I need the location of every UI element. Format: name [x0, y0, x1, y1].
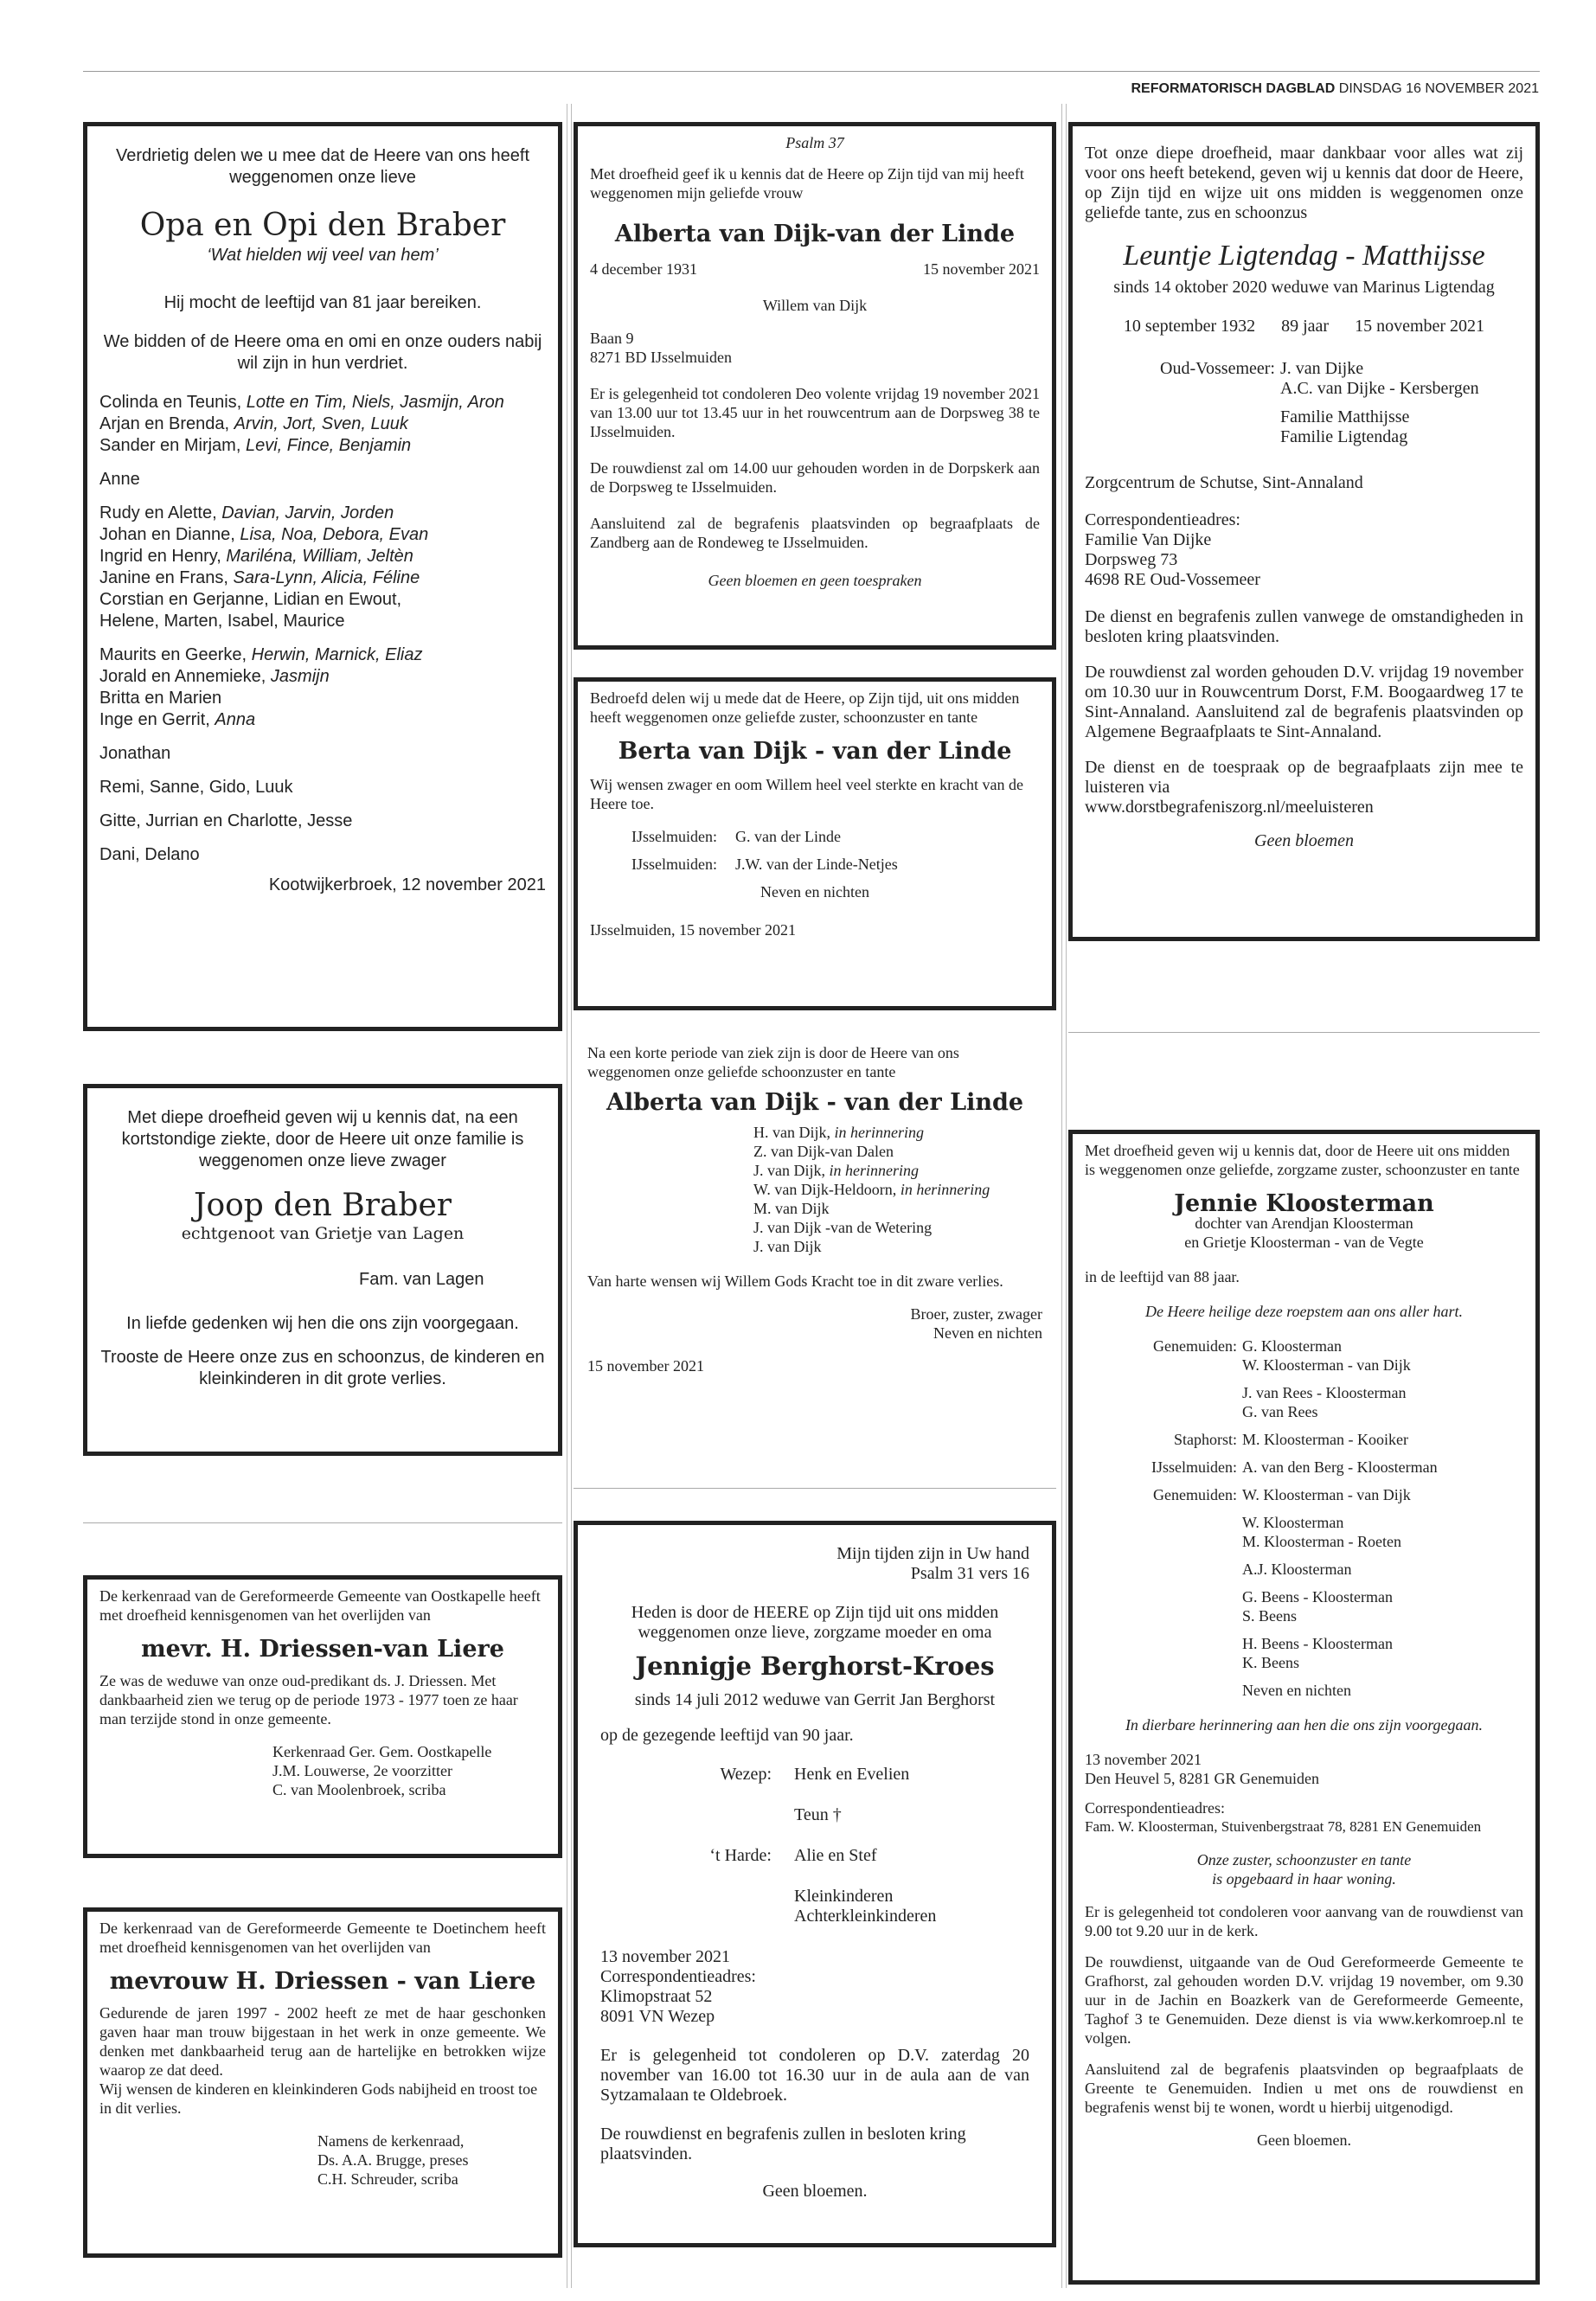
relative: S. Beens: [1242, 1607, 1297, 1625]
relative: G. van Rees: [1242, 1403, 1318, 1420]
family-line: [99, 666, 546, 688]
dates-text: 10 september 1932 89 jaar 15 november 2021: [1123, 317, 1485, 336]
relative-row: [590, 827, 1040, 846]
notice-berta-van-dijk: [574, 677, 1056, 1010]
place-label: Genemuiden:: [1153, 1486, 1237, 1503]
name-segment: Arjan en Brenda,: [99, 414, 234, 433]
family-group: [1085, 1634, 1523, 1672]
family-group: [1085, 1336, 1523, 1375]
family-line: [753, 1199, 1042, 1218]
relatives: [1280, 359, 1479, 447]
sign-line: Ds. A.A. Brugge, preses: [317, 2151, 469, 2169]
intro-text: Na een korte periode van ziek zijn is door de Heere van ons weggenomen onze geliefde schoonzuster en tante: [587, 1044, 959, 1080]
service-text: De rouwdienst, uitgaande van de Oud Gereformeerde Gemeente te Grafhorst, zal gehouden worden D.V. vrijdag 19 november, om 9.30 uur in de Jachin en Boazkerk van de Gereformeerde Gemeente, Taghof 3 te Genemuiden. Deze dienst is via www.kerkomroep.nl te volgen.: [1085, 1953, 1523, 2047]
family-line: [753, 1142, 1042, 1161]
family-group: [1085, 1560, 1523, 1579]
family-names: [1242, 1458, 1438, 1477]
name-segment: Dani, Delano: [99, 845, 200, 864]
sign-line: C.H. Schreuder, scriba: [317, 2170, 458, 2188]
name-segment: Herwin, Marnick, Eliaz: [251, 645, 423, 664]
notice-driessen-oostkapelle: [83, 1575, 562, 1858]
relatives-row: [1085, 359, 1523, 447]
relative: J. van Rees - Kloosterman: [1242, 1384, 1407, 1401]
section-rule: [574, 1488, 1056, 1489]
address-line: 8271 BD IJsselmuiden: [590, 349, 732, 366]
family-names: [1242, 1513, 1401, 1551]
condolence-text: Er is gelegenheid tot condoleren Deo volente vrijdag 19 november 2021 van 13.00 uur tot 13.45 uur in het rouwcentrum aan de Dorpsweg 38 te IJsselmuiden.: [590, 385, 1040, 440]
relative: A.C. van Dijke - Kersbergen: [1280, 379, 1479, 398]
place-date: Kootwijkerbroek, 12 november 2021: [268, 875, 546, 894]
notice-alberta-van-dijk: [574, 122, 1056, 650]
family-line: [753, 1237, 1042, 1256]
issue-date: DINSDAG 16 NOVEMBER 2021: [1338, 81, 1539, 96]
name-segment: Anne: [99, 470, 140, 489]
memory-text: In liefde gedenken wij hen die ons zijn voorgegaan.: [126, 1314, 519, 1333]
name-segment: Colinda en Teunis,: [99, 393, 247, 412]
name-segment: Lotte en Tim, Niels, Jasmijn, Aron: [246, 393, 504, 412]
place-label: Wezep:: [720, 1765, 772, 1784]
relative: J. van Dijke: [1280, 359, 1364, 378]
age-text: Hij mocht de leeftijd van 81 jaar bereiken.: [163, 293, 482, 312]
family-line: [99, 709, 546, 731]
place-label: [1085, 1681, 1242, 1700]
name-segment: Gitte, Jurrian en Charlotte, Jesse: [99, 811, 353, 830]
footer-note: Geen bloemen.: [762, 2182, 868, 2201]
relative: Alie en Stef: [794, 1846, 877, 1865]
relative: H. Beens - Kloosterman: [1242, 1635, 1393, 1652]
age-text: op de gezegende leeftijd van 90 jaar.: [600, 1726, 854, 1745]
family-group: [1085, 1513, 1523, 1551]
family-names: [1242, 1634, 1393, 1672]
name-segment: Corstian en Gerjanne, Lidian en Ewout,: [99, 590, 402, 609]
service-text: De rouwdienst zal worden gehouden D.V. vrijdag 19 november om 10.30 uur in Rouwcentrum Dorst, F.M. Boogaardweg 17 te Sint-Annaland. Aansluitend zal de begrafenis plaatsvinden op Algemene Begraafplaats te Sint-Annaland.: [1085, 663, 1523, 741]
name-segment: Ingrid en Henry,: [99, 547, 227, 566]
name-segment: Jasmijn: [270, 667, 330, 686]
family-line: [99, 567, 546, 589]
parent-line: en Grietje Kloosterman - van de Vegte: [1184, 1234, 1424, 1251]
spacer: [99, 798, 546, 811]
corr-label: Correspondentieadres:: [600, 1967, 756, 1986]
home-address: Den Heuvel 5, 8281 GR Genemuiden: [1085, 1770, 1319, 1787]
listen-text: De dienst en de toespraak op de begraafplaats zijn mee te luisteren via: [1085, 758, 1523, 797]
deceased-name: Berta van Dijk - van der Linde: [618, 738, 1012, 765]
name-segment: M. van Dijk: [753, 1200, 830, 1217]
laid-out-line: Onze zuster, schoonzuster en tante: [1196, 1851, 1412, 1868]
family-line: [753, 1161, 1042, 1180]
name-segment: Sander en Mirjam,: [99, 436, 246, 455]
place-label: Genemuiden:: [1153, 1337, 1237, 1355]
signature: [99, 1742, 546, 1799]
body-text: Gedurende de jaren 1997 - 2002 heeft ze met de haar geschonken gaven haar man trouw bijgestaan in het werk in onze gemeente. We denken met dankbaarheid terug aan de hartelijke en betrokken wijze waarop ze dat deed.: [99, 2004, 546, 2079]
paper-name: REFORMATORISCH DAGBLAD: [1131, 81, 1336, 96]
name-segment: Sara-Lynn, Alicia, Féline: [233, 568, 420, 587]
corr-address: Fam. W. Kloosterman, Stuivenbergstraat 78, 8281 EN Genemuiden: [1085, 1818, 1482, 1835]
relative: G. Kloosterman: [1242, 1337, 1342, 1355]
name-segment: Levi, Fince, Benjamin: [245, 436, 412, 455]
address-line: Baan 9: [590, 330, 634, 347]
widow-text: sinds 14 juli 2012 weduwe van Gerrit Jan Berghorst: [634, 1690, 996, 1709]
name-segment: Mariléna, William, Jeltèn: [226, 547, 413, 566]
notice-alberta-family: [574, 1035, 1056, 1465]
family-line: [99, 743, 546, 765]
husband: Willem van Dijk: [762, 297, 868, 314]
age-text: in de leeftijd van 88 jaar.: [1085, 1268, 1240, 1285]
sign-line: C. van Moolenbroek, scriba: [272, 1781, 446, 1798]
wish-text: Van harte wensen wij Willem Gods Kracht toe in dit zware verlies.: [587, 1272, 1003, 1290]
service-text: De rouwdienst zal om 14.00 uur gehouden worden in de Dorpskerk aan de Dorpsweg te IJsselmuiden.: [590, 459, 1040, 496]
name-segment: Anna: [215, 710, 256, 729]
relative: Kleinkinderen: [794, 1887, 894, 1906]
name-segment: Johan en Dianne,: [99, 525, 240, 544]
relative: Neven en nichten: [1242, 1682, 1351, 1699]
date-text: 13 november 2021: [600, 1947, 730, 1966]
place-label: [1085, 1634, 1242, 1672]
condolence-text: Er is gelegenheid tot condoleren op D.V. zaterdag 20 november van 16.00 tot 16.30 uur in de aula aan de van Sytzamalaan te Oldebroek.: [600, 2046, 1029, 2105]
family-list: [1085, 1336, 1523, 1700]
place-label: IJsselmuiden:: [631, 828, 717, 845]
quote: ‘Wat hielden wij veel van hem’: [207, 246, 439, 265]
relative: G. Beens - Kloosterman: [1242, 1588, 1393, 1606]
parent-line: dochter van Arendjan Kloosterman: [1195, 1215, 1413, 1232]
place-label: [1085, 1513, 1242, 1551]
widow-text: sinds 14 oktober 2020 weduwe van Marinus Ligtendag: [1113, 278, 1495, 297]
condolence-text: Er is gelegenheid tot condoleren voor aanvang van de rouwdienst van 9.00 tot 9.20 uur in de kerk.: [1085, 1903, 1523, 1939]
family-group: [1085, 1430, 1523, 1449]
relative: Achterkleinkinderen: [794, 1907, 937, 1926]
place-label: Oud-Vossemeer:: [1160, 359, 1275, 378]
place-label: IJsselmuiden:: [631, 856, 717, 873]
name-segment: in herinnering: [834, 1124, 924, 1141]
footer-note: Geen bloemen en geen toespraken: [708, 572, 922, 589]
death-date: 15 november 2021: [923, 260, 1040, 278]
deceased-name: Alberta van Dijk-van der Linde: [614, 221, 1016, 247]
signature: [99, 2131, 546, 2189]
family-line: [753, 1218, 1042, 1237]
nephews: Neven en nichten: [760, 883, 869, 901]
place-label: [1085, 1587, 1242, 1625]
date-text: 15 november 2021: [587, 1357, 704, 1375]
intro-text: Heden is door de HEERE op Zijn tijd uit ons midden weggenomen onze lieve, zorgzame moeder en oma: [631, 1603, 999, 1642]
relative: W. Kloosterman - van Dijk: [1242, 1356, 1411, 1374]
family-names: [1242, 1485, 1411, 1504]
corr-line: 4698 RE Oud-Vossemeer: [1085, 570, 1260, 589]
family-group: [1085, 1383, 1523, 1421]
family-line: [99, 811, 546, 832]
comfort-text: Trooste de Heere onze zus en schoonzus, de kinderen en kleinkinderen in dit grote verlies.: [100, 1348, 545, 1388]
corr-label: Correspondentieadres:: [1085, 510, 1240, 529]
deceased-name: Jennie Kloosterman: [1174, 1190, 1434, 1217]
family-line: [99, 469, 546, 490]
deceased-name: Joop den Braber: [194, 1188, 452, 1223]
relative-row: [590, 855, 1040, 874]
name-segment: Janine en Frans,: [99, 568, 234, 587]
family-list: [99, 392, 546, 866]
family-line: [99, 777, 546, 798]
name-segment: Z. van Dijk-van Dalen: [753, 1143, 894, 1160]
relatives-list: [587, 1123, 1042, 1256]
masthead: [1131, 81, 1540, 97]
corr-line: Familie Van Dijke: [1085, 530, 1212, 549]
relative: W. Kloosterman: [1242, 1514, 1344, 1531]
place-label: ‘t Harde:: [709, 1846, 772, 1865]
family-line: [99, 688, 546, 709]
relatives-row: [600, 1846, 1029, 1926]
family-names: [1242, 1430, 1408, 1449]
relatives: [777, 1846, 936, 1926]
family-group: [1085, 1681, 1523, 1700]
sign-line: Broer, zuster, zwager: [910, 1305, 1042, 1323]
name-segment: Remi, Sanne, Gido, Luuk: [99, 778, 293, 797]
relative: M. Kloosterman - Kooiker: [1242, 1431, 1408, 1448]
name-segment: W. van Dijk-Heldoorn,: [753, 1181, 901, 1198]
relative: A. van den Berg - Kloosterman: [1242, 1458, 1438, 1476]
section-rule: [83, 1522, 562, 1523]
relatives: [777, 1765, 909, 1825]
family-names: [1242, 1681, 1351, 1700]
deceased-name: Alberta van Dijk - van der Linde: [606, 1089, 1024, 1116]
spacer: [99, 490, 546, 503]
family-sign: Fam. van Lagen: [359, 1270, 484, 1289]
laid-out-line: is opgebaard in haar woning.: [1212, 1870, 1396, 1888]
verse-text: De Heere heilige deze roepstem aan ons aller hart.: [1144, 1303, 1464, 1320]
family-line: [753, 1123, 1042, 1142]
spacer: [99, 731, 546, 743]
burial-text: Aansluitend zal de begrafenis plaatsvinden op begraafplaats de Zandberg aan de Rondeweg te IJsselmuiden.: [590, 515, 1040, 551]
family-line: [753, 1180, 1042, 1199]
name-segment: in herinnering: [900, 1181, 990, 1198]
corr-line: Klimopstraat 52: [600, 1987, 713, 2006]
wish-text: Wij wensen de kinderen en kleinkinderen Gods nabijheid en troost toe in dit verlies.: [99, 2080, 538, 2117]
relative: G. van der Linde: [735, 828, 841, 845]
relative: Familie Matthijsse: [1280, 407, 1410, 426]
family-line: [99, 524, 546, 546]
footer-note: Geen bloemen: [1254, 831, 1354, 850]
relative: A.J. Kloosterman: [1242, 1561, 1352, 1578]
deceased-name: Leuntje Ligtendag - Matthijsse: [1123, 240, 1485, 272]
name-segment: Helene, Marten, Isabel, Maurice: [99, 612, 345, 631]
section-rule: [1068, 1032, 1540, 1033]
notice-driessen-doetinchem: [83, 1907, 562, 2258]
relative: Teun †: [794, 1805, 842, 1824]
name-segment: J. van Dijk -van de Wetering: [753, 1219, 933, 1236]
family-line: [99, 435, 546, 457]
relative: J.W. van der Linde-Netjes: [735, 856, 898, 873]
deceased-name: Opa en Opi den Braber: [139, 208, 506, 243]
spacer: [99, 457, 546, 469]
corr-label: Correspondentieadres:: [1085, 1799, 1225, 1817]
deceased-name: mevr. H. Driessen-van Liere: [141, 1636, 504, 1663]
sign-line: Neven en nichten: [933, 1324, 1042, 1342]
column-rule-1: [567, 104, 572, 2288]
psalm-ref: Psalm 37: [785, 134, 844, 151]
place-label: [1085, 1560, 1242, 1579]
private-text: De rouwdienst en begrafenis zullen in besloten kring plaatsvinden.: [600, 2125, 966, 2163]
date-text: 13 november 2021: [1085, 1751, 1202, 1768]
family-line: [99, 589, 546, 611]
deceased-name: Jennigje Berghorst-Kroes: [635, 1651, 995, 1681]
intro-text: Met droefheid geef ik u kennis dat de Heere op Zijn tijd van mij heeft weggenomen mijn geliefde vrouw: [590, 165, 1024, 202]
prayer-text: We bidden of de Heere oma en omi en onze ouders nabij wil zijn in hun verdriet.: [103, 332, 542, 373]
family-names: [1242, 1336, 1411, 1375]
name-segment: Davian, Jarvin, Jorden: [221, 503, 394, 522]
sign-line: Namens de kerkenraad,: [317, 2132, 465, 2150]
family-line: [99, 503, 546, 524]
corr-line: 8091 VN Wezep: [600, 2007, 715, 2026]
name-segment: H. van Dijk,: [753, 1124, 835, 1141]
name-segment: Rudy en Alette,: [99, 503, 222, 522]
intro-text: Verdrietig delen we u mee dat de Heere van ons heeft weggenomen onze lieve: [115, 146, 530, 187]
relative: K. Beens: [1242, 1654, 1299, 1671]
family-line: [99, 611, 546, 632]
intro-text: Tot onze diepe droefheid, maar dankbaar voor alles wat zij voor ons heeft betekend, geven wij u kennis dat door de Heere, op Zijn tijd en wijze uit ons midden is weggenomen onze geliefde tante, zus en schoonzus: [1085, 144, 1523, 222]
name-segment: J. van Dijk: [753, 1238, 822, 1255]
intro-text: Bedroefd delen wij u mede dat de Heere, op Zijn tijd, uit ons midden heeft weggenomen onze geliefde zuster, schoonzuster en tante: [590, 689, 1020, 726]
listen-url[interactable]: www.dorstbegrafeniszorg.nl/meeluisteren: [1085, 798, 1374, 817]
corr-line: Dorpsweg 73: [1085, 550, 1178, 569]
column-rule-2: [1061, 104, 1067, 2288]
spacer: [99, 832, 546, 844]
wish-text: Wij wensen zwager en oom Willem heel veel sterkte en kracht van de Heere toe.: [590, 776, 1024, 812]
private-text: De dienst en begrafenis zullen vanwege de omstandigheden in besloten kring plaatsvinden.: [1085, 607, 1523, 646]
deceased-name: mevrouw H. Driessen - van Liere: [109, 1968, 536, 1995]
memory-text: In dierbare herinnering aan hen die ons zijn voorgegaan.: [1125, 1716, 1484, 1734]
family-names: [1242, 1383, 1406, 1421]
notice-den-braber: [83, 122, 562, 1031]
burial-text: Aansluitend zal de begrafenis plaatsvinden op begraafplaats de Greente te Genemuiden. Indien u met ons de rouwdienst en begrafenis wenst bij te wonen, wordt u hierbij uitgenodigd.: [1085, 2061, 1523, 2116]
intro-text: De kerkenraad van de Gereformeerde Gemeente van Oostkapelle heeft met droefheid kennisgenomen van het overlijden van: [99, 1587, 541, 1624]
psalm-line: Psalm 31 vers 16: [910, 1564, 1029, 1583]
name-segment: Maurits en Geerke,: [99, 645, 252, 664]
family-names: [1242, 1587, 1393, 1625]
name-segment: Britta en Marien: [99, 689, 222, 708]
place-date: IJsselmuiden, 15 november 2021: [590, 921, 796, 939]
place-label: Staphorst:: [1173, 1431, 1237, 1448]
place-label: [1085, 1383, 1242, 1421]
notice-joop-den-braber: [83, 1084, 562, 1456]
care-home: Zorgcentrum de Schutse, Sint-Annaland: [1085, 473, 1363, 492]
psalm-line: Mijn tijden zijn in Uw hand: [836, 1544, 1029, 1563]
name-segment: Lisa, Noa, Debora, Evan: [240, 525, 429, 544]
family-line: [99, 844, 546, 866]
family-line: [99, 546, 546, 567]
notice-berghorst-kroes: [574, 1521, 1056, 2247]
relative: W. Kloosterman - van Dijk: [1242, 1486, 1411, 1503]
sign-line: J.M. Louwerse, 2e voorzitter: [272, 1762, 452, 1779]
dates-row: [590, 260, 1040, 279]
name-segment: J. van Dijk,: [753, 1162, 830, 1179]
name-segment: Arvin, Jort, Sven, Luuk: [234, 414, 408, 433]
spacer: [99, 632, 546, 644]
intro-text: Met droefheid geven wij u kennis dat, door de Heere uit ons midden is weggenomen onze geliefde, zorgzame zuster, schoonzuster en tante: [1085, 1142, 1520, 1178]
relative: Familie Ligtendag: [1280, 427, 1408, 446]
spouse-text: echtgenoot van Grietje van Lagen: [181, 1224, 465, 1243]
family-group: [1085, 1485, 1523, 1504]
spacer: [99, 765, 546, 777]
family-line: [99, 413, 546, 435]
relative: Henk en Evelien: [794, 1765, 910, 1784]
family-names: [1242, 1560, 1351, 1579]
name-segment: Inge en Gerrit,: [99, 710, 215, 729]
family-line: [99, 392, 546, 413]
body-text: Ze was de weduwe van onze oud-predikant ds. J. Driessen. Met dankbaarheid zien we terug op de periode 1973 - 1977 toen ze haar man terzijde stond in onze gemeente.: [99, 1672, 518, 1727]
family-line: [99, 644, 546, 666]
name-segment: in herinnering: [829, 1162, 919, 1179]
family-group: [1085, 1587, 1523, 1625]
relatives-row: [600, 1765, 1029, 1825]
relative: M. Kloosterman - Roeten: [1242, 1533, 1401, 1550]
top-rule: [83, 71, 1540, 72]
name-segment: Jorald en Annemieke,: [99, 667, 271, 686]
intro-text: De kerkenraad van de Gereformeerde Gemeente te Doetinchem heeft met droefheid kennisgenomen van het overlijden van: [99, 1920, 546, 1956]
place-label: IJsselmuiden:: [1151, 1458, 1237, 1476]
birth-date: 4 december 1931: [590, 260, 697, 278]
sign-line: Kerkenraad Ger. Gem. Oostkapelle: [272, 1743, 492, 1760]
family-group: [1085, 1458, 1523, 1477]
notice-ligtendag: [1068, 122, 1540, 941]
name-segment: Jonathan: [99, 744, 171, 763]
footer-note: Geen bloemen.: [1257, 2131, 1351, 2149]
intro-text: Met diepe droefheid geven wij u kennis dat, na een kortstondige ziekte, door de Heere uit onze familie is weggenomen onze lieve zwager: [121, 1108, 524, 1170]
notice-jennie-kloosterman: [1068, 1130, 1540, 2285]
